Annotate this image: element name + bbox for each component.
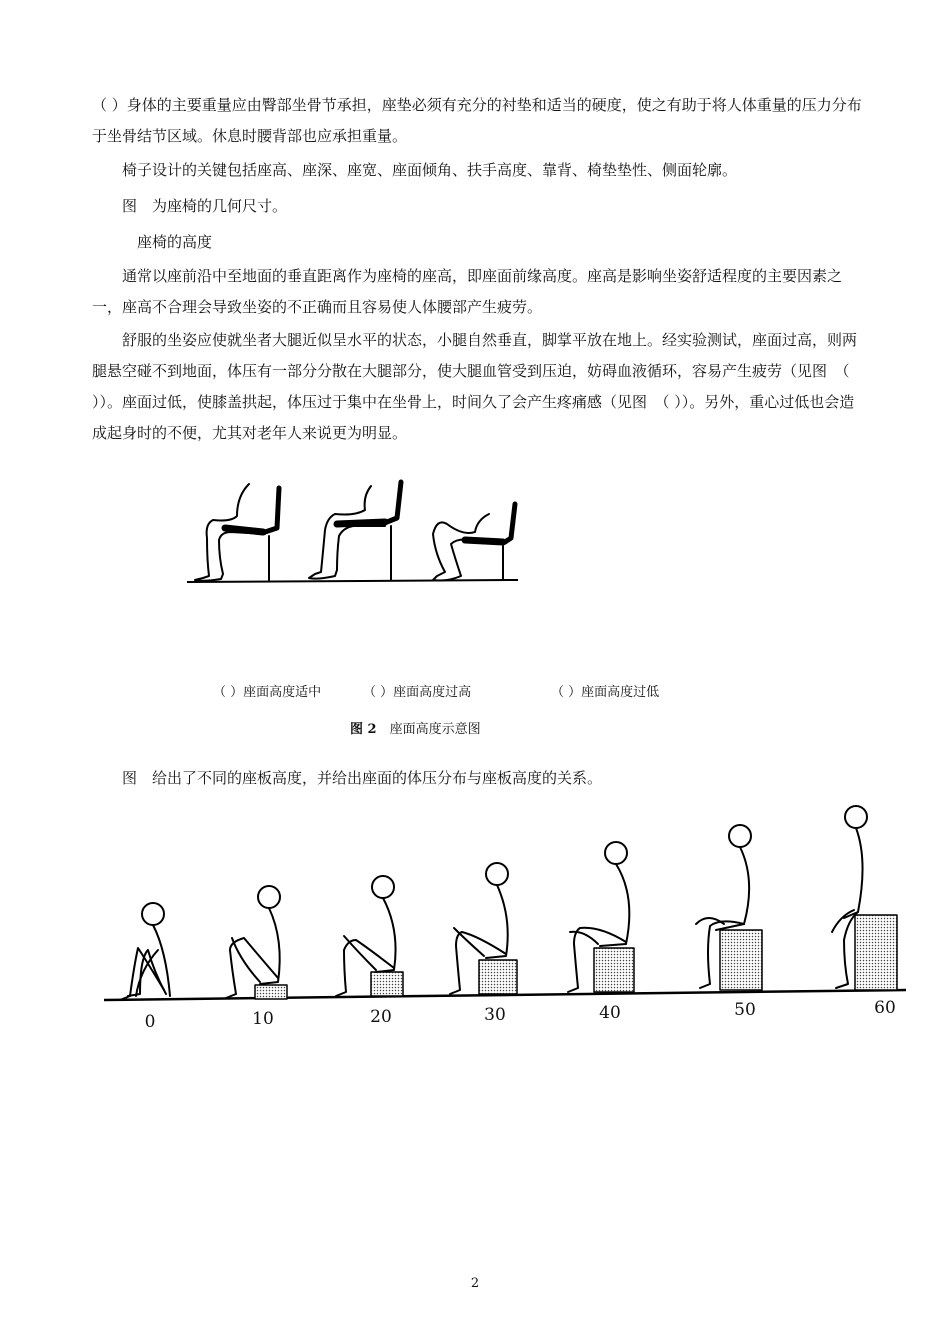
posture-too-low — [433, 504, 515, 581]
figure-height-0 — [120, 903, 170, 1000]
seat-board-height-illustration — [100, 800, 910, 1030]
paragraph-comfortable-posture: 舒服的坐姿应使就坐者大腿近似呈水平的状态，小腿自然垂直，脚掌平放在地上。经实验测试，座面过高，则两腿悬空碰不到地面，体压有一部分分散在大腿部分，使大腿血管受到压迫，妨碍血液循环，容易产生疲劳（见图 （ ））。座面过低，使膝盖拱起，体压过于集中在坐骨上，时间久了会产生疼痛感（见图 （ ））。另外，重心过低也会造成起身时的不便，尤其对老年人来说更为明显。 — [92, 331, 858, 442]
height-label-10: 10 — [252, 1009, 274, 1029]
caption-too-high: （ ）座面高度过高 — [363, 685, 472, 700]
figure-height-20 — [336, 876, 403, 996]
height-label-60: 60 — [874, 998, 896, 1018]
figure-2-title-text: 座面高度示意图 — [376, 722, 481, 737]
height-label-30: 30 — [484, 1005, 506, 1025]
paragraph-chair-design-keys: 椅子设计的关键包括座高、座深、座宽、座面倾角、扶手高度、靠背、椅垫垫性、侧面轮廓。 — [122, 161, 738, 179]
figure-2-number: 图 2 — [350, 722, 377, 737]
figure-height-10 — [226, 886, 287, 999]
paragraph-figure3-intro: 图 给出了不同的座板高度，并给出座面的体压分布与座板高度的关系。 — [122, 769, 603, 787]
paragraph-figure-reference: 图 为座椅的几何尺寸。 — [122, 197, 288, 215]
posture-appropriate-height — [195, 484, 279, 581]
height-label-40: 40 — [599, 1003, 621, 1023]
caption-too-low: （ ）座面高度过低 — [551, 685, 660, 700]
height-label-0: 0 — [144, 1012, 156, 1032]
paragraph-seat-height-definition: 通常以座前沿中至地面的垂直距离作为座椅的座高，即座面前缘高度。座高是影响坐姿舒适程度的主要因素之一，座高不合理会导致坐姿的不正确而且容易使人体腰部产生疲劳。 — [92, 267, 843, 316]
height-label-20: 20 — [370, 1007, 392, 1027]
figure-height-50 — [696, 825, 762, 990]
section-heading-seat-height: 座椅的高度 — [137, 233, 213, 251]
height-label-50: 50 — [734, 1000, 756, 1020]
page-number: 2 — [470, 1276, 480, 1291]
figure-height-30 — [450, 863, 517, 994]
posture-too-high — [309, 482, 401, 580]
figure-height-60 — [832, 806, 897, 990]
paragraph-seat-weight: （ ）身体的主要重量应由臀部坐骨节承担，座垫必须有充分的衬垫和适当的硬度，使之有助于将人体重量的压力分布于坐骨结节区域。休息时腰背部也应承担重量。 — [92, 96, 862, 145]
caption-appropriate-height: （ ）座面高度适中 — [213, 685, 322, 700]
figure-height-40 — [568, 842, 634, 992]
seat-height-illustration — [185, 478, 530, 590]
figure-2-title — [350, 721, 481, 739]
